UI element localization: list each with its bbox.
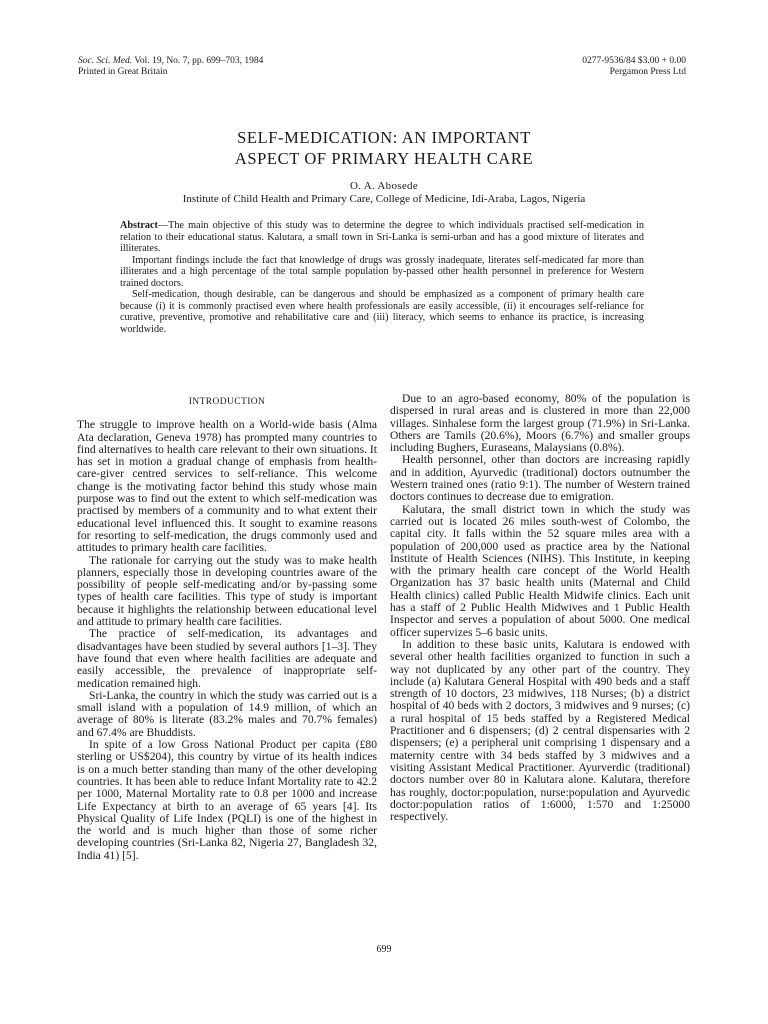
affiliation: Institute of Child Health and Primary Care, College of Medicine, Idi-Araba, Lagos, Nigeria	[182, 193, 586, 205]
abstract-paragraph-1: Abstract—The main objective of this study was to determine the degree to which individuals practised self-medication in relation to their educational status. Kalutara, a small town in Sri-Lanka is semi-urban and has a good mixture of literates and illiterates.	[120, 220, 644, 254]
abstract-label: Abstract	[120, 220, 158, 231]
body-paragraph: Sri-Lanka, the country in which the study was carried out is a small island with a population of 14.9 million, of which an average of 80% is literate (83.2% males and 70.7% females) and 67.4% are Bhuddists.	[77, 688, 377, 739]
title-line-2: ASPECT OF PRIMARY HEALTH CARE	[234, 149, 534, 168]
issn-code: 0277-9536/84 $3.00 + 0.00	[582, 56, 686, 66]
body-paragraph: The rationale for carrying out the study was to make health planners, especially those in developing countries aware of the possibility of people self-medicating and/or by-passing some types of health care facilities. This type of study is important because it highlights the relationship between educational level and attitude to primary health care facilities.	[77, 553, 377, 629]
body-paragraph: The struggle to improve health on a World-wide basis (Alma Ata declaration, Geneva 1978) has prompted many countries to find alternatives to health care relevant to their own situations. It has set in motion a gradual change of emphasis from health-care-giver centred services to self-reliance. This welcome change is the motivating factor behind this study whose main purpose was to find out the extent to which self-medication was practised by members of a community and to what extent their educational level influenced this. It sought to examine reasons for resorting to self-medication, the drugs commonly used and attitudes to primary health care facilities.	[77, 418, 377, 555]
journal-name: Soc. Sci. Med.	[78, 56, 133, 66]
left-column	[77, 396, 377, 862]
body-paragraph: In addition to these basic units, Kalutara is endowed with several other health facilities organized to function in such a way not duplicated by any other part of the country. They include (a) Kalutara General Hospital with 490 beds and a staff strength of 10 doctors, 23 midwives, 118 Nurses; (b) a district hospital of 40 beds with 2 doctors, 3 midwives and 9 nurses; (c) a rural hospital of 15 beds staffed by a Registered Medical Practitioner and 6 dispensers; (d) 2 central dispensaries with 2 dispensers; (e) a peripheral unit comprising 1 dispensary and a maternity centre with 34 beds staffed by 3 midwives and a visiting Assistant Medical Practitioner. Ayurverdic (traditional) doctors number over 80 in Kalutara alone. Kalutara, therefore has roughly, doctor:population, nurse:population and Ayurvedic doctor:population ratios of 1:6000, 1:570 and 1:25000 respectively.	[390, 637, 690, 824]
body-paragraph: Due to an agro-based economy, 80% of the population is dispersed in rural areas and is clustered in more than 22,000 villages. Sinhalese form the largest group (71.9%) in Sri-Lanka. Others are Tamils (20.6%), Moors (6.7%) and smaller groups including Bughers, Euraseans, Malaysians (0.8%).	[390, 392, 690, 455]
page-number: 699	[376, 944, 392, 955]
running-header-left	[78, 56, 378, 78]
publisher: Pergamon Press Ltd	[609, 67, 686, 77]
printed-in: Printed in Great Britain	[78, 67, 168, 77]
abstract-paragraph-2: Important findings include the fact that knowledge of drugs was grossly inadequate, literates self-medicated far more than illiterates and a high percentage of the total sample population by-passed other health personnel in preference for Western trained doctors.	[120, 254, 644, 289]
abstract	[120, 220, 644, 335]
author: O. A. Abosede	[349, 180, 419, 192]
body-paragraph: Kalutara, the small district town in which the study was carried out is located 26 miles south-west of Colombo, the capital city. It falls within the 52 square miles area with a population of 200,000 used as practice area by the National Institute of Health Sciences (NIHS). This Institute, in keeping with the primary health care concept of the World Health Organization has 37 basic health units (Maternal and Child Health clinics) called Public Health Midwife clinics. Each unit has a staff of 2 Public Health Midwives and 1 Public Health Inspector and serves a population of about 5000. One medical officer supervizes 5–6 basic units.	[390, 502, 690, 639]
introduction-heading: INTRODUCTION	[188, 397, 266, 407]
paper-title	[0, 127, 768, 169]
body-paragraph: The practice of self-medication, its advantages and disadvantages have been studied by several authors [1–3]. They have found that even where health facilities are adequate and easily accessible, the prevalence of inappropriate self-medication remained high.	[77, 627, 377, 690]
abstract-paragraph-3: Self-medication, though desirable, can be dangerous and should be emphasized as a component of primary health care because (i) it is commonly practised even where health professionals are easily accessible, (ii) it encourages self-reliance for curative, preventive, promotive and rehabilitative care and (iii) literacy, which seems to enhance its practice, is increasing worldwide.	[120, 289, 644, 335]
body-paragraph: Health personnel, other than doctors are increasing rapidly and in addition, Ayurvedic (traditional) doctors outnumber the Western trained ones (ratio 9:1). The number of Western trained doctors continues to decrease due to emigration.	[390, 453, 690, 504]
right-column	[390, 393, 690, 823]
body-paragraph: In spite of a low Gross National Product per capita (£80 sterling or US$204), this country by virtue of its health indices is on a much better standing than many of the other developing countries. It has been able to reduce Infant Mortality rate to 42.2 per 1000, Maternal Mortality rate to 0.8 per 1000 and increase Life Expectancy at birth to an average of 65 years [4]. Its Physical Quality of Life Index (PQLI) is one of the highest in the world and is much higher than those of some richer developing countries (Sri-Lanka 82, Nigeria 27, Bangladesh 32, India 41) [5].	[77, 738, 377, 862]
citation: Vol. 19, No. 7, pp. 699–703, 1984	[134, 56, 264, 66]
running-header-right	[446, 56, 686, 78]
title-line-1: SELF-MEDICATION: AN IMPORTANT	[237, 128, 531, 147]
